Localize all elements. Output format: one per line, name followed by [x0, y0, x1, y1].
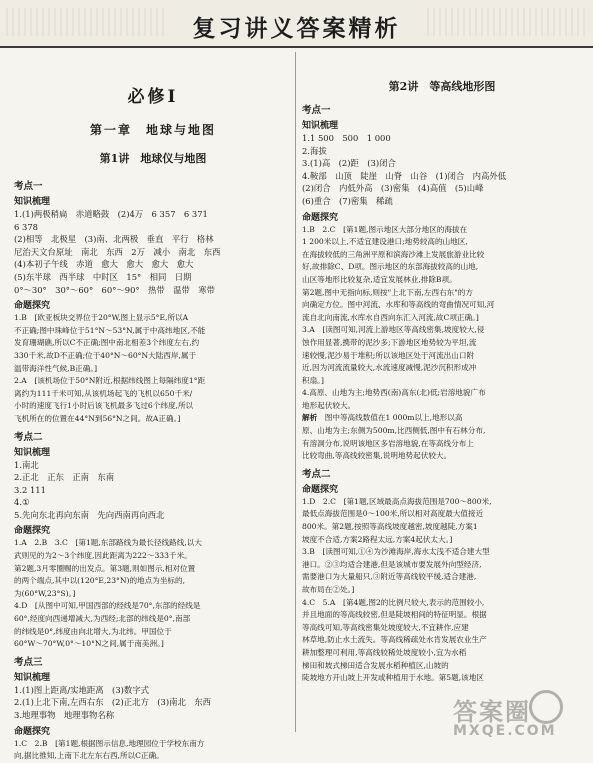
answer-line: 离约为111千米可知,从该机场起飞的飞机以650千米/: [14, 388, 193, 398]
book-title: 必修Ⅰ: [127, 87, 179, 107]
subsection-heading: 知识梳理: [14, 447, 51, 458]
subsection-heading: 知识梳理: [14, 672, 51, 683]
answer-line: 第2题,图中无指向标,则按"上北下南,左西右东"的方: [302, 287, 473, 297]
section-heading: 考点二: [302, 468, 331, 480]
answer-line: 的纬线是0°,纬度由向北增大,为北纬。甲国位于: [14, 626, 172, 636]
answer-line: 林草地,防止水土流失。等高线稀疏处水肯发展农业生产: [302, 635, 487, 645]
answer-line: 1.B 2.C [第1题,图示地区大部分地区的海拔在: [302, 224, 468, 234]
answer-line: 1.A 2.B 3.C [第1题,东部路线为最长径线路线,以大: [14, 538, 202, 548]
answer-line: 向确定方位。图中河流、水库和等高线的弯曲情况可知,河: [302, 300, 495, 310]
right-column: [302, 52, 582, 685]
answer-line: 流自北向南流,水库水自西向东汇入河流,故C项正确。]: [302, 312, 479, 322]
answer-line: 在海拔较低的三角洲平原和滨海沙滩上发展旅游业比较: [302, 249, 485, 259]
answer-line: 4.鞍部 山顶 陡崖 山脊 山谷 (1)闭合 内高外低: [302, 170, 507, 181]
answer-line: 60°W～70°W,0°～10°N之间,属于南美洲。]: [14, 639, 164, 649]
chapter-title: 第一章 地球与地图: [89, 123, 216, 137]
subsection-heading: 命题探究: [302, 212, 339, 223]
answer-line: 330千米,故D不正确;位于40°N～60°N大陆西岸,属于: [14, 350, 197, 360]
answer-line: 地形起伏较大。: [302, 400, 356, 410]
answer-line: 山区等地形比较复杂,适宜发展林业,排除B项。: [302, 274, 457, 284]
answer-line: 的两个端点,其中以(120°E,23°N)的地点为坐标的,: [14, 576, 186, 586]
answer-line: 1.南北: [14, 459, 39, 470]
answer-line: 等高线可知,等高线密集处坡度较大,不宜耕作,应建: [302, 622, 469, 632]
page-header: [0, 0, 593, 48]
site-watermark: [453, 692, 583, 739]
answer-line: 3.地理事物 地理事物名称: [14, 710, 115, 720]
subsection-heading: 知识梳理: [14, 197, 51, 207]
answer-line: 1.C 2.B [第1题,根据图示信息,地理园位于学校东南方: [14, 738, 205, 748]
analysis-line: 比较弯曲,等高线较密集,说明地势起伏较大。: [302, 451, 452, 461]
watermark-url: MXQE.COM: [453, 723, 557, 739]
section-heading: 考点二: [14, 431, 43, 443]
answer-line: 最低点海拔范围是0～100米,所以相对高度最大值接近: [302, 509, 484, 519]
answer-line: 向,据比推知,上南下北左东右西,所以C正确。: [14, 751, 164, 761]
answer-line: 积扇。]: [302, 375, 324, 385]
subsection-heading: 命题探究: [14, 726, 51, 737]
answer-line: 4.D [从图中可知,甲国西部的经线是70°,东部的经线是: [14, 601, 201, 611]
lecture-title: 第2讲 等高线地形图: [388, 80, 496, 93]
section-heading: 考点一: [302, 105, 331, 116]
answer-line: 3.A [读图可知,河流上游地区等高线密集,坡度较大,侵: [302, 325, 485, 335]
column-divider: [295, 52, 296, 732]
answer-line: 梯田和坡式梯田适合发展水稻种植区,山坡的: [302, 660, 449, 670]
answer-line: 尼治天文台原址 南北 东西 2万 减小 南北 东西: [14, 246, 221, 257]
answer-line: 1.(1)两极稍扁 赤道略鼓 (2)4万 6 357 6 371: [14, 209, 208, 219]
watermark-ring-icon: [529, 690, 563, 724]
analysis-line: [302, 412, 582, 425]
answer-line: 800米。第2题,按照等高线坡度越密,坡度越陡,方案1: [302, 522, 478, 532]
answer-line: (2)闭合 内低外高 (3)密集 (4)高值 (5)山峰: [302, 183, 484, 194]
answer-line: 近,因为河流流量较大,水流速度减慢,泥沙沉积形成冲: [302, 363, 477, 373]
page-title: 复习讲义答案精析: [192, 16, 401, 42]
subsection-heading: 命题探究: [14, 526, 51, 537]
answer-line: 5.先向东北再向东南 先向西南再向西北: [14, 509, 165, 520]
analysis-label: 解析: [302, 413, 318, 423]
analysis-text: 图中等高线数值在1 000m以上,地形以高: [324, 413, 463, 423]
answer-line: 小时的速度飞行1小时后该飞机最多飞过6个纬度,所以: [14, 401, 194, 411]
answer-line: 4.C 5.A [第4题,图2的比例尺较大,表示的范围较小,: [302, 597, 485, 607]
watermark-text: 答案圈: [453, 698, 531, 726]
answer-line: 并且地面的等高线较密,但是陡坡相间的特征明显。根据: [302, 610, 487, 620]
section-heading: 考点三: [14, 656, 43, 668]
answer-line: (4)本初子午线 赤道 愈大 愈大 愈大 愈大: [14, 259, 194, 270]
answer-line: 6 378: [14, 221, 38, 232]
subsection-heading: 知识梳理: [302, 121, 339, 131]
answer-line: 为(60°W,23°S)。]: [14, 588, 76, 598]
answer-line: 2.海拔: [302, 145, 327, 156]
answer-line: (2)相等 北极星 (3)南、北两极 垂直 平行 格林: [14, 234, 214, 245]
analysis-line: 原、山地为主;东侧为500m,比西侧低,图中有石林分布,: [302, 426, 486, 436]
answer-line: 0°～30° 30°～60° 60°～90° 热带 温带 寒带: [14, 284, 215, 295]
answer-line: 坡度不合适,方案2路程太远,方案4起伏太大。]: [302, 534, 453, 544]
subsection-heading: 命题探究: [302, 484, 339, 495]
answer-line: 速较慢,泥沙易于堆积;所以该地区处于河流出山口附: [302, 350, 475, 360]
answer-line: 3.B [读图可知,①④为沙滩海岸,海水太浅不适合建大型: [302, 547, 490, 557]
answer-line: 武则见的为2～3个纬度,因此距离为222～333千米。: [14, 551, 192, 561]
answer-line: 3.2 111: [14, 484, 46, 495]
answer-line: 2.(1)上北下南,左西右东 (2)正北方 (3)南北 东西: [14, 697, 211, 708]
answer-line: 60°,经度向西递增减大,为西经;北部的纬线是0°,南部: [14, 614, 191, 624]
lecture-title: 第1讲 地球仪与地图: [99, 152, 207, 165]
answer-line: 3.(1)高 (2)距 (3)闭合: [302, 158, 396, 169]
answer-line: 蚀作用显著,携带的泥沙多;下游地区地势较为平坦,流: [302, 337, 477, 347]
answer-line: 发育珊瑚礁,所以C不正确;图中南北相差3个纬度左右,约: [14, 338, 200, 348]
answer-line: 耕加整理可利用,等高线较稀处坡度较小,宜为水稻: [302, 647, 467, 657]
section-heading: 考点一: [14, 181, 43, 192]
answer-line: 1.D 2.C [第1题,区域最高点海拔范围是700～800米,: [302, 496, 492, 506]
answer-line: 1 200米以上,不适宜建设港口;地势较高的山地区,: [302, 237, 468, 247]
answer-line: 第2题,3月零圈赐的出发点。第3题,则如图示,相对位置: [14, 563, 196, 573]
answer-line: (5)东半球 西半球 中时区 15° 相同 日期: [14, 271, 192, 282]
answer-line: 故布局在②处。]: [302, 585, 355, 594]
answer-line: 1.B [欧亚板块交界位于20°W,图上显示5°E,所以A: [14, 313, 189, 323]
answer-line: 2.正北 正东 正南 东南: [14, 472, 115, 483]
answer-line: 4.高原、山地为主;地势西(南)高东(北)低;岩溶地貌广布: [302, 388, 486, 398]
subsection-heading: 命题探究: [14, 301, 51, 312]
answer-line: 陡坡地方开山坡上开发或种植用于水地。第5题,该地区: [302, 673, 484, 683]
left-column: [14, 52, 292, 763]
answer-line: (6)重合 (7)密集 稀疏: [302, 195, 393, 206]
answer-line: 4.①: [14, 497, 30, 508]
answer-line: 1.(1)图上距离/实地距离 (3)数字式: [14, 684, 150, 695]
answer-line: 不正确;图中珠峰位于51°N～53°N,属于中高纬地区,不能: [14, 325, 206, 335]
answer-line: 好,故排除C、D项。图示地区的东部海拔较高的山地,: [302, 262, 479, 272]
answer-line: 需要港口为大量船只,③附近等高线较平缓,适合建港,: [302, 572, 477, 582]
answer-line: 港口。②③均适合建港,但是该城市要发展外向型经济,: [302, 559, 482, 569]
answer-line: 2.A [该机场位于50°N附近,根据纬线图上每隔纬度1°距: [14, 376, 206, 386]
answer-line: 1.1 500 500 1 000: [302, 133, 391, 143]
answer-line: 温带海洋性气候,B正确。]: [14, 363, 98, 373]
analysis-line: 有溶洞分布,说明该地区多岩溶地貌,在等高线分布上: [302, 438, 474, 448]
answer-line: 飞机所在的位置在44°N到56°N之间。故A正确。]: [14, 413, 181, 423]
